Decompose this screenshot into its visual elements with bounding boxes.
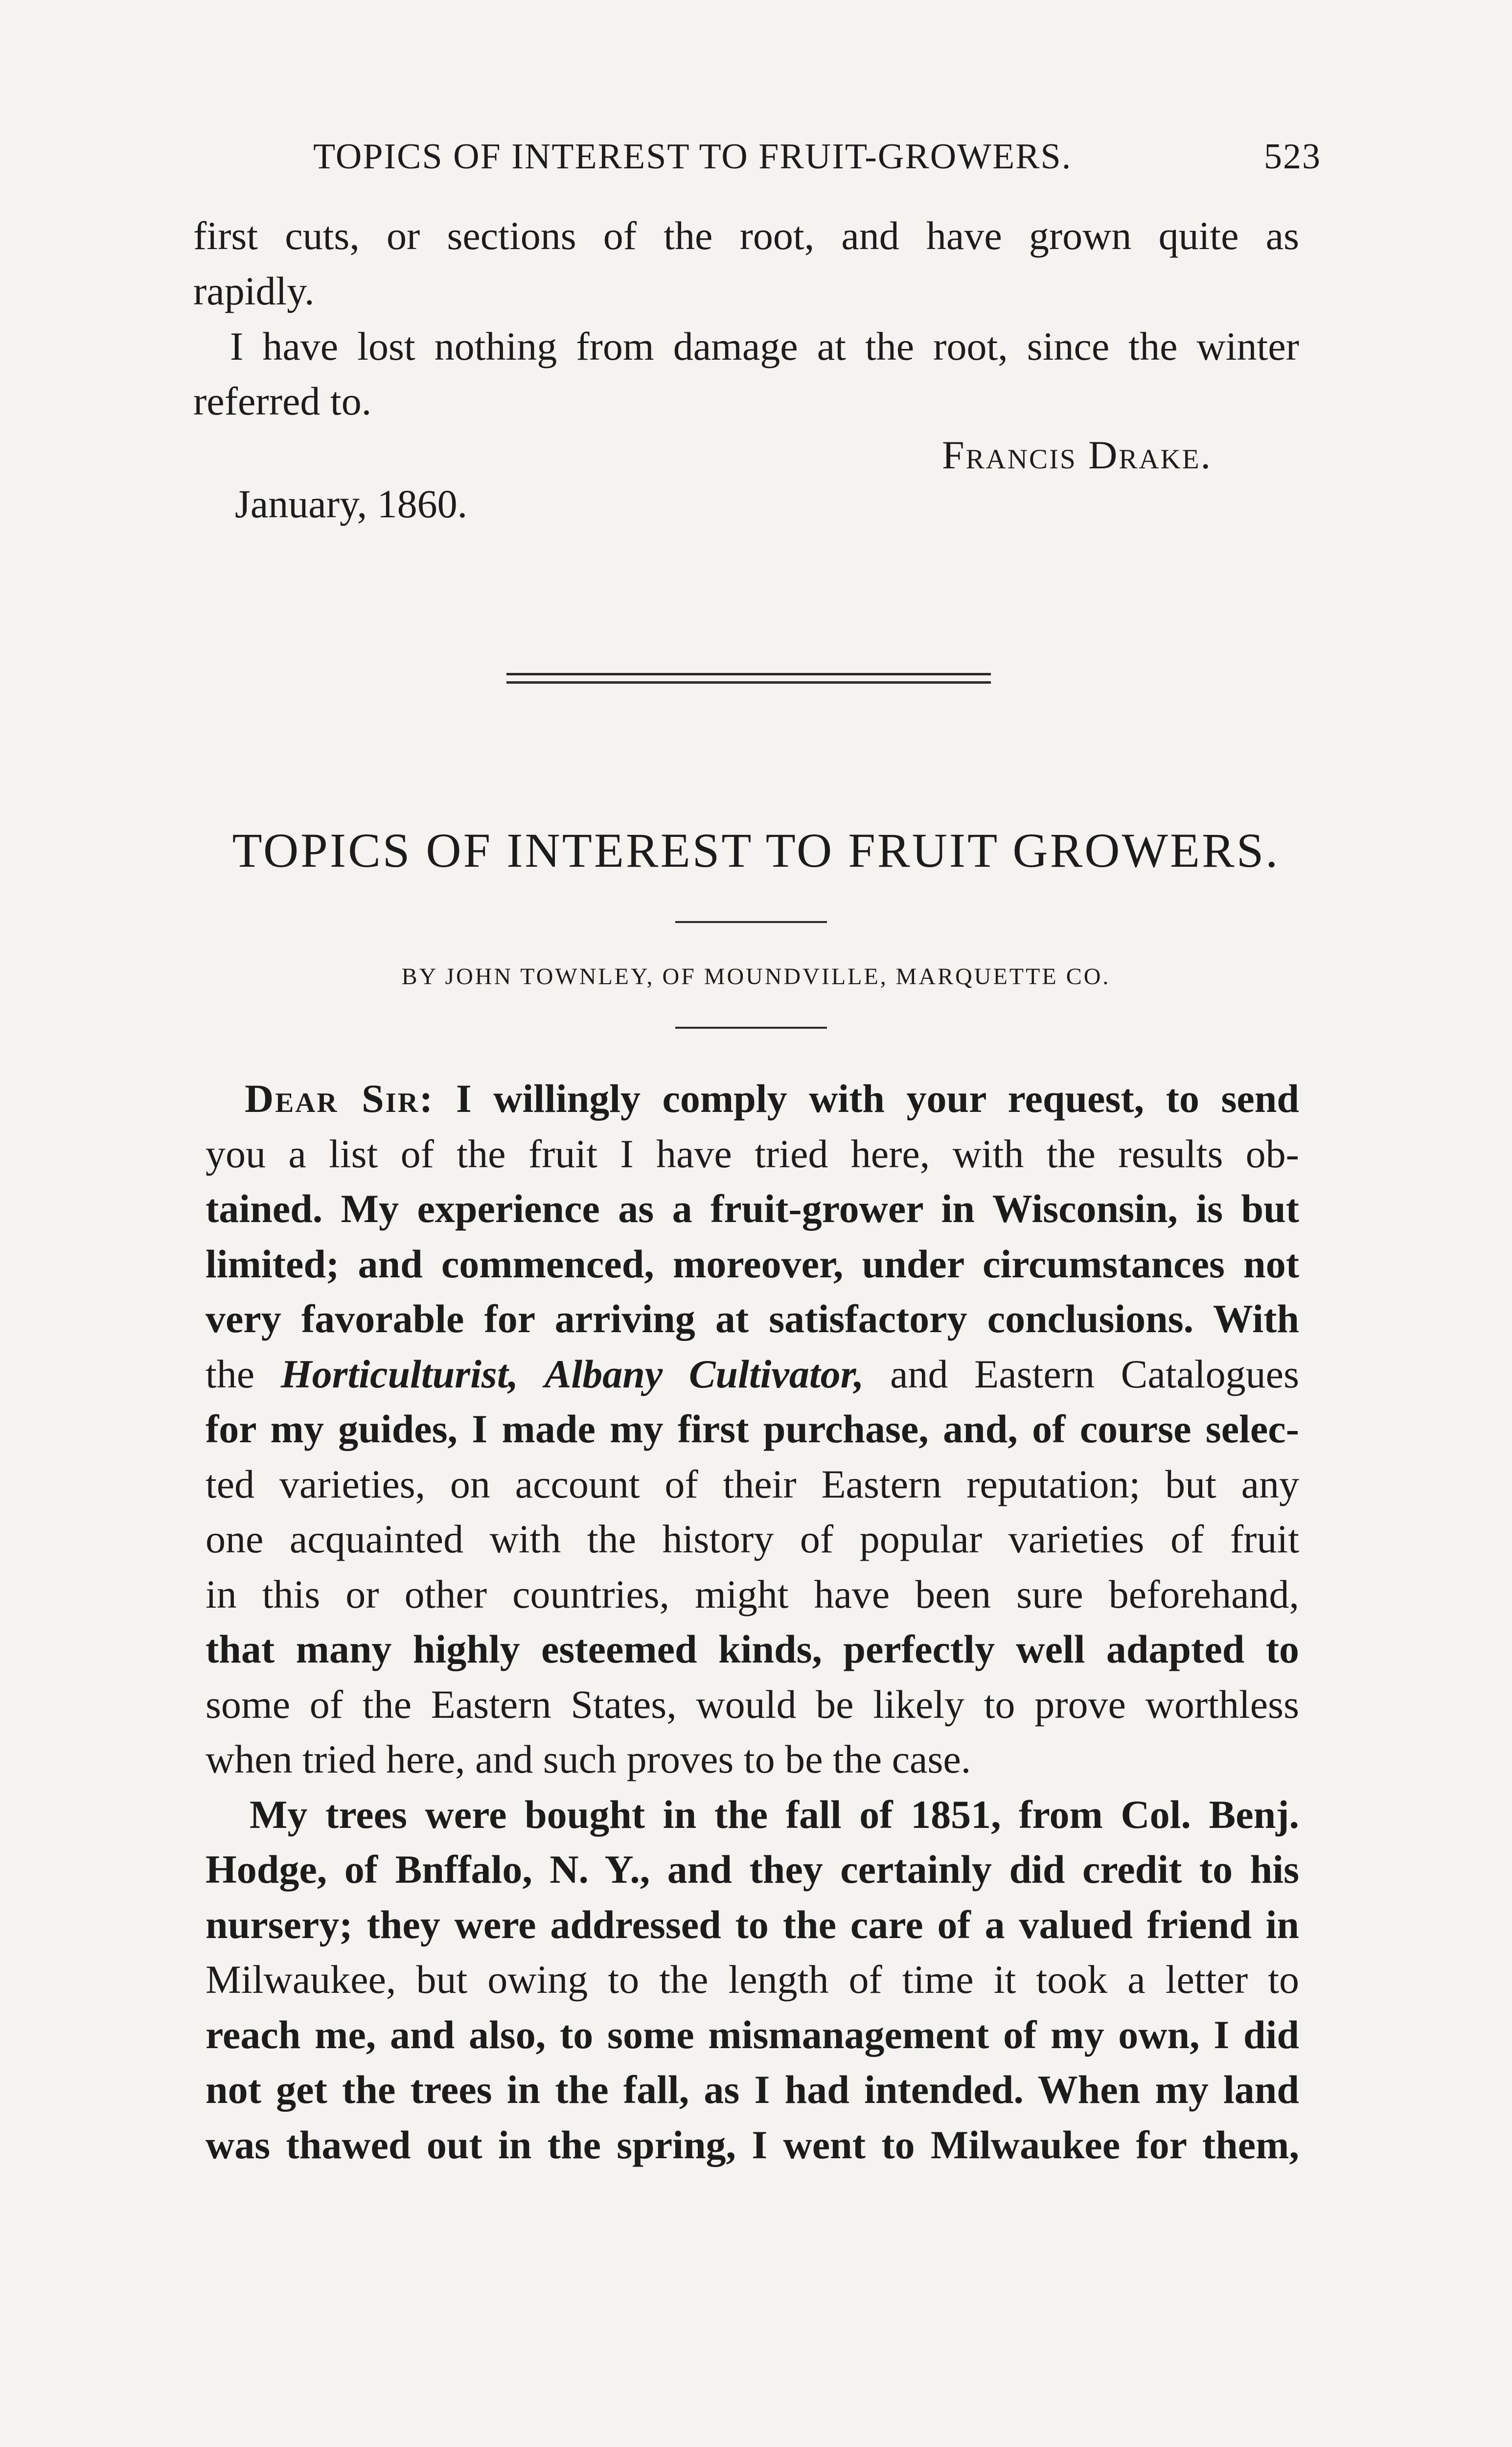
italic-title: Albany Cultivator, bbox=[544, 1352, 864, 1396]
title-rule bbox=[675, 921, 827, 923]
text-line: I have lost nothing from damage at the root, since the winter bbox=[230, 324, 1299, 369]
text-line: reach me, and also, to some mismanagement of my own, I did bbox=[206, 2012, 1299, 2057]
text-line: Milwaukee, but owing to the length of time it took a letter to bbox=[206, 1957, 1299, 2002]
text-line: when tried here, and such proves to be the case. bbox=[206, 1737, 971, 1781]
text-line: not get the trees in the fall, as I had intended. When my land bbox=[206, 2067, 1299, 2112]
text-line: was thawed out in the spring, I went to Milwaukee for them, bbox=[206, 2123, 1299, 2167]
page-number: 523 bbox=[1264, 137, 1321, 177]
text-line: for my guides, I made my first purchase, and, of course selec- bbox=[206, 1407, 1299, 1451]
text-line: first cuts, or sections of the root, and have grown quite as bbox=[193, 213, 1299, 258]
text-line: ted varieties, on account of their Eastern reputation; but any bbox=[206, 1462, 1299, 1506]
text-line: nursery; they were addressed to the care of a valued friend in bbox=[206, 1902, 1299, 1947]
section-divider bbox=[506, 673, 991, 684]
byline-rule bbox=[675, 1027, 827, 1029]
salutation: Dear Sir: bbox=[245, 1076, 435, 1121]
text-span: and Eastern Catalogues bbox=[890, 1352, 1299, 1396]
date-line: January, 1860. bbox=[235, 482, 468, 526]
text-span: the bbox=[206, 1352, 255, 1396]
running-head-title: TOPICS OF INTEREST TO FRUIT-GROWERS. bbox=[313, 137, 1072, 177]
text-line: in this or other countries, might have been sure beforehand, bbox=[206, 1572, 1299, 1616]
text-line bbox=[245, 1074, 1299, 1123]
text-line: one acquainted with the history of popular varieties of fruit bbox=[206, 1517, 1299, 1561]
text-line: Hodge, of Bnffalo, N. Y., and they certainly did credit to his bbox=[206, 1847, 1299, 1892]
text-line: limited; and commenced, moreover, under circumstances not bbox=[206, 1242, 1299, 1286]
byline: BY JOHN TOWNLEY, OF MOUNDVILLE, MARQUETTE CO. bbox=[401, 964, 1111, 990]
text-span: I willingly comply with your request, to send bbox=[456, 1076, 1299, 1121]
text-line: that many highly esteemed kinds, perfectly well adapted to bbox=[206, 1627, 1299, 1671]
text-line bbox=[206, 1350, 1299, 1399]
article-title: TOPICS OF INTEREST TO FRUIT GROWERS. bbox=[232, 823, 1280, 877]
text-line: you a list of the fruit I have tried here, with the results ob- bbox=[206, 1131, 1299, 1176]
text-line: very favorable for arriving at satisfactory conclusions. With bbox=[206, 1296, 1299, 1341]
italic-title: Horticulturist, bbox=[280, 1352, 519, 1396]
text-line: rapidly. bbox=[193, 269, 315, 313]
signature: Francis Drake. bbox=[942, 433, 1213, 477]
text-line: referred to. bbox=[193, 379, 372, 423]
text-line: some of the Eastern States, would be likely to prove worthless bbox=[206, 1682, 1299, 1727]
text-line: My trees were bought in the fall of 1851, from Col. Benj. bbox=[250, 1792, 1299, 1837]
running-head bbox=[313, 136, 1321, 178]
text-line: tained. My experience as a fruit-grower in Wisconsin, is but bbox=[206, 1186, 1299, 1231]
